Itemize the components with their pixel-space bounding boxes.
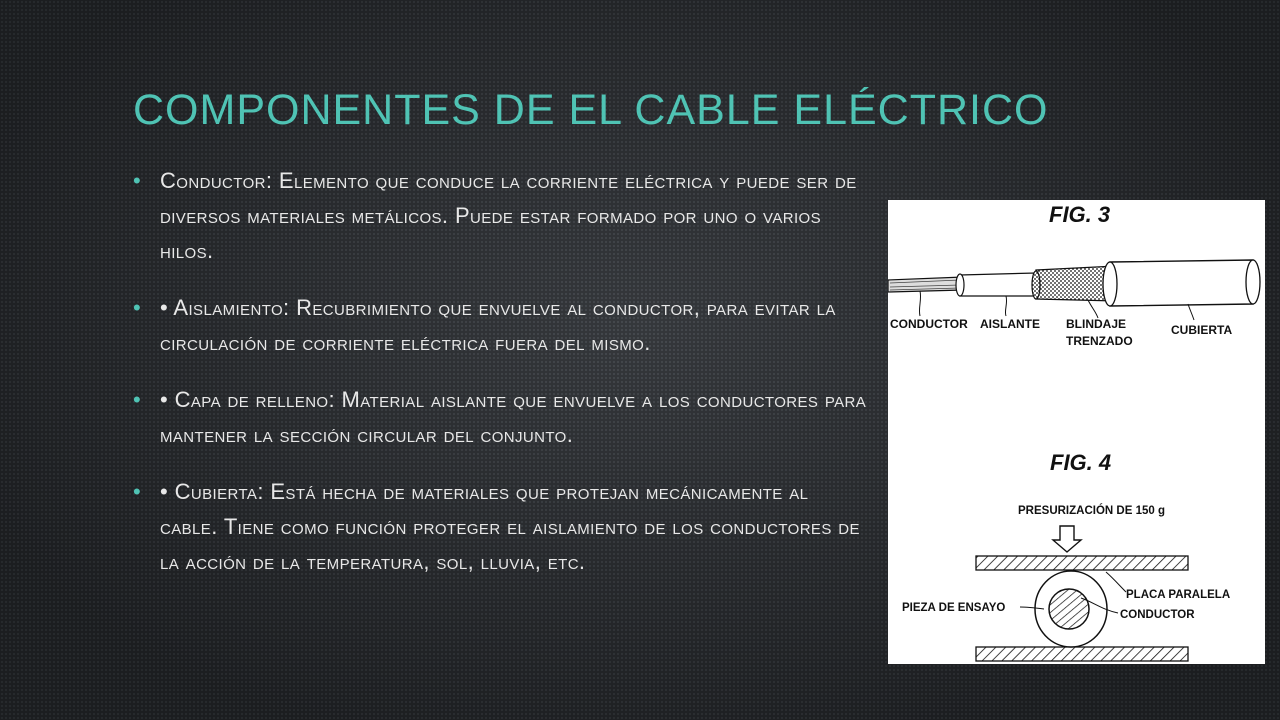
bullet-text: • Aislamiento: Recubrimiento que envuelve al conductor, para evitar la circulación de corriente eléctrica fuera del mismo. [160, 295, 836, 355]
label-pieza-ensayo: PIEZA DE ENSAYO [902, 602, 1006, 614]
fig3-title: FIG. 3 [1049, 202, 1111, 227]
bullet-item-aislamiento [133, 290, 868, 360]
bullet-item-capa-relleno [133, 382, 868, 452]
slide-title: COMPONENTES DE EL CABLE ELÉCTRICO [133, 86, 1049, 134]
cable-diagram-figure [888, 200, 1265, 664]
specimen-conductor [1049, 589, 1089, 629]
bullet-item-conductor [133, 163, 868, 268]
bullet-text: • Capa de relleno: Material aislante que envuelve a los conductores para mantener la sección circular del conjunto. [160, 387, 867, 447]
bullet-item-cubierta [133, 474, 868, 579]
label-placa-paralela: PLACA PARALELA [1126, 589, 1231, 601]
bullet-text: • Cubierta: Está hecha de materiales que protejan mecánicamente al cable. Tiene como función proteger el aislamiento de los conductores de la acción de la temperatura, sol, lluvia, etc. [160, 479, 860, 574]
cable-diagram-svg [888, 200, 1265, 664]
bullet-text: Conductor: Elemento que conduce la corriente eléctrica y puede ser de diversos materiales metálicos. Puede estar formado por uno o varios hilos. [160, 168, 857, 263]
insulation-layer [960, 273, 1036, 296]
label-blindaje: BLINDAJE [1066, 317, 1127, 331]
outer-jacket [1110, 260, 1253, 306]
lower-plate [976, 647, 1188, 661]
label-aislante: AISLANTE [980, 317, 1040, 331]
bullet-marker: • [133, 168, 142, 193]
label-conductor-fig4: CONDUCTOR [1120, 609, 1195, 621]
upper-plate [976, 556, 1188, 570]
label-presurizacion: PRESURIZACIÓN DE 150 g [1018, 505, 1165, 517]
bullet-marker: • [133, 479, 142, 504]
label-cubierta: CUBIERTA [1171, 323, 1233, 337]
bullet-list [133, 163, 868, 601]
bullet-marker: • [133, 295, 142, 320]
label-conductor: CONDUCTOR [890, 317, 968, 331]
bullet-marker: • [133, 387, 142, 412]
pressure-arrow-icon [1053, 526, 1081, 552]
label-trenzado: TRENZADO [1066, 334, 1133, 348]
fig4-title: FIG. 4 [1050, 450, 1112, 475]
cable-drawing [888, 260, 1260, 320]
